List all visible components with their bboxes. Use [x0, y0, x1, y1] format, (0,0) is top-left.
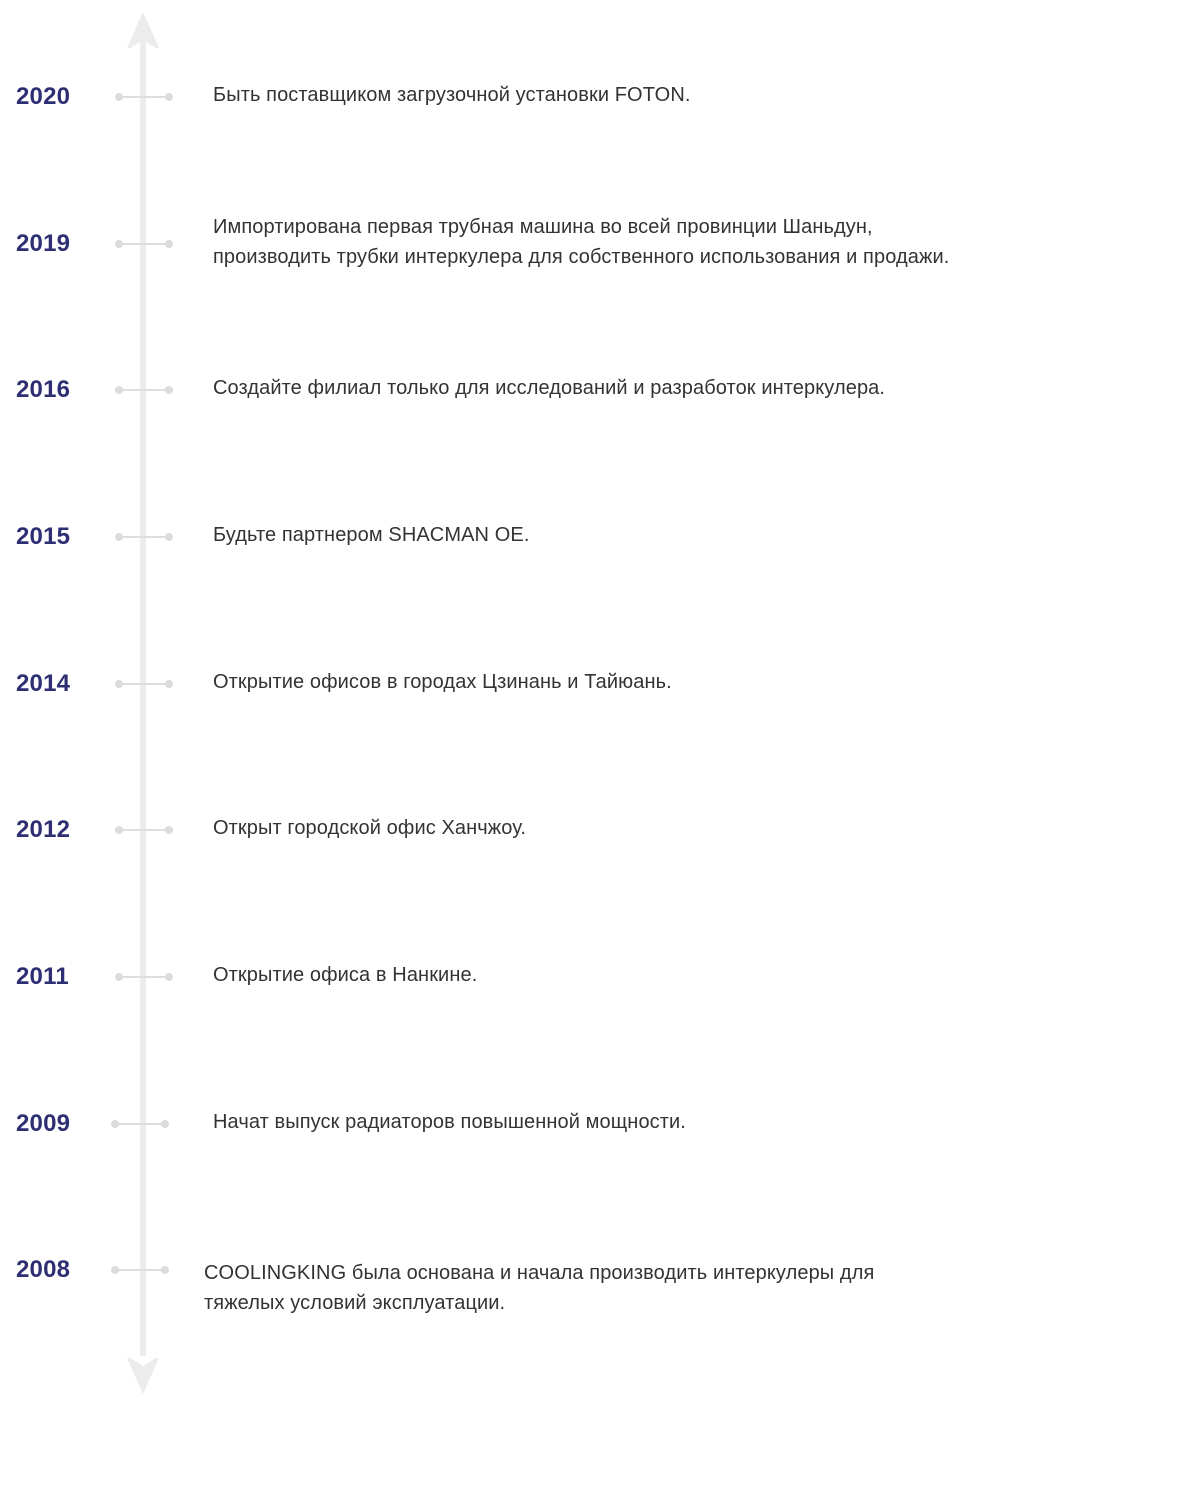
entry-text	[213, 80, 691, 110]
connector-dot	[111, 1120, 119, 1128]
timeline-entry-2009	[0, 1109, 1200, 1169]
connector-dot	[165, 386, 173, 394]
timeline-entry-2015	[0, 522, 1200, 582]
connector-dot	[165, 533, 173, 541]
connector-dot	[165, 240, 173, 248]
entry-text-line: COOLINGKING была основана и начала производить интеркулеры для	[204, 1262, 875, 1284]
connector-dot	[115, 680, 123, 688]
connector-line	[118, 829, 170, 831]
entry-year: 2020	[16, 83, 71, 110]
connector-line	[118, 536, 170, 538]
connector-line	[118, 243, 170, 245]
entry-text	[213, 667, 672, 697]
entry-text	[213, 520, 530, 550]
connector-line	[114, 1123, 166, 1125]
connector-line	[118, 96, 170, 98]
connector-dot	[165, 680, 173, 688]
entry-year: 2008	[16, 1256, 71, 1283]
connector-dot	[115, 973, 123, 981]
entry-year: 2009	[16, 1110, 71, 1137]
entry-text-line: Будьте партнером SHACMAN OE.	[213, 524, 530, 546]
connector-line	[118, 389, 170, 391]
entry-year: 2011	[16, 963, 69, 990]
entry-text-line: Открытие офисов в городах Цзинань и Тайюань.	[213, 671, 672, 693]
timeline-entry-2012	[0, 815, 1200, 875]
connector-dot	[115, 386, 123, 394]
timeline-entry-2019	[0, 216, 1200, 289]
connector-dot	[165, 826, 173, 834]
entry-text	[213, 373, 885, 403]
connector-dot	[115, 826, 123, 834]
timeline-entry-2014	[0, 669, 1200, 729]
entry-text-line: тяжелых условий эксплуатации.	[204, 1292, 506, 1314]
entry-text-line: производить трубки интеркулера для собственного использования и продажи.	[213, 246, 950, 268]
connector-dot	[165, 93, 173, 101]
entry-text	[204, 1258, 874, 1318]
connector-dot	[161, 1266, 169, 1274]
connector-dot	[161, 1120, 169, 1128]
entry-year: 2016	[16, 376, 71, 403]
arrow-down-icon	[127, 1358, 159, 1394]
entry-year: 2015	[16, 523, 71, 550]
connector-dot	[115, 93, 123, 101]
entry-text-line: Быть поставщиком загрузочной установки FOTON.	[213, 84, 691, 106]
entry-year: 2014	[16, 670, 71, 697]
entry-text	[213, 1107, 686, 1137]
connector-line	[118, 976, 170, 978]
timeline-entry-2008	[0, 1255, 1200, 1315]
entry-text	[213, 813, 526, 843]
entry-text-line: Импортирована первая трубная машина во всей провинции Шаньдун,	[213, 216, 873, 238]
entry-text-line: Создайте филиал только для исследований и разработок интеркулера.	[213, 377, 886, 399]
entry-text	[213, 960, 477, 990]
entry-text-line: Открытие офиса в Нанкине.	[213, 964, 478, 986]
timeline-entry-2020	[0, 82, 1200, 142]
connector-line	[118, 683, 170, 685]
entry-year: 2012	[16, 816, 71, 843]
connector-dot	[165, 973, 173, 981]
timeline-entry-2016	[0, 375, 1200, 435]
entry-text-line: Начат выпуск радиаторов повышенной мощности.	[213, 1111, 686, 1133]
connector-dot	[115, 533, 123, 541]
entry-text	[213, 212, 949, 272]
connector-dot	[111, 1266, 119, 1274]
connector-line	[114, 1269, 166, 1271]
entry-year: 2019	[16, 230, 71, 257]
timeline-entry-2011	[0, 962, 1200, 1022]
connector-dot	[115, 240, 123, 248]
entry-text-line: Открыт городской офис Ханчжоу.	[213, 817, 527, 839]
